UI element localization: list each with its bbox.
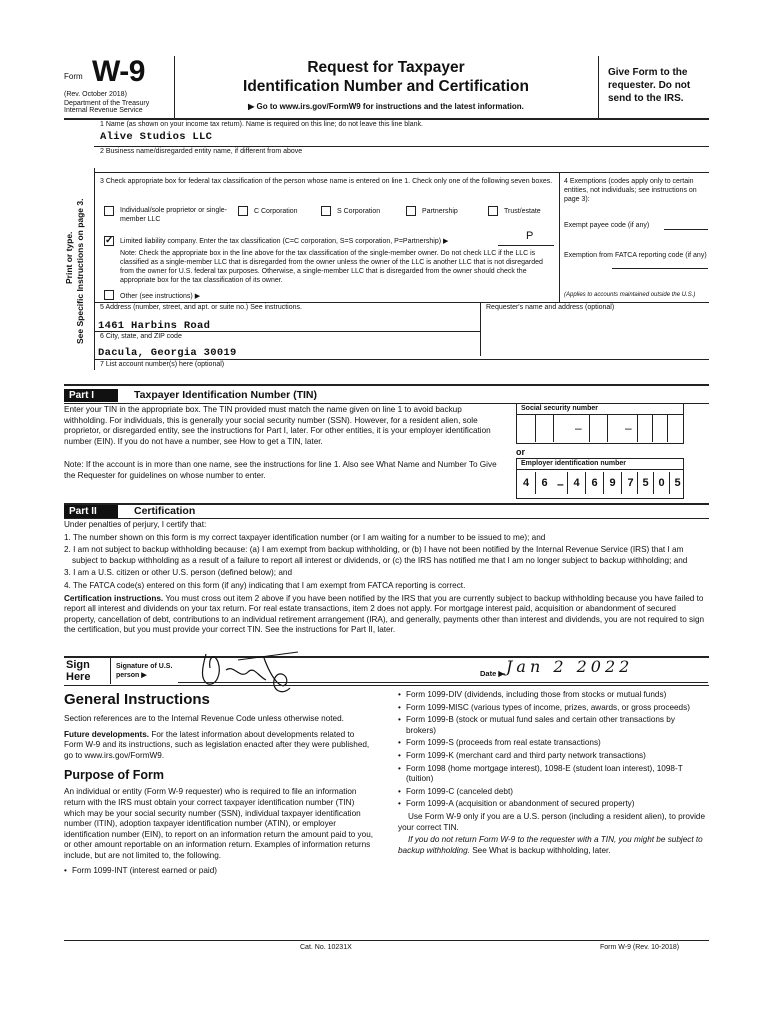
date-field[interactable]: Jan 2 2022 <box>506 657 634 676</box>
divider <box>553 414 554 442</box>
signature-field[interactable] <box>178 640 478 684</box>
ein-digit: 5 <box>669 472 685 494</box>
bullet-1099-misc: • Form 1099-MISC (various types of income, prizes, awards, or gross proceeds) <box>398 703 706 714</box>
bullet-1099-div: • Form 1099-DIV (dividends, including those from stocks or mutual funds) <box>398 690 706 701</box>
ein-digit: 6 <box>585 472 603 494</box>
side-label-divider <box>94 168 95 370</box>
cert-intro: Under penalties of perjury, I certify that: <box>64 520 207 529</box>
rule <box>94 172 709 173</box>
divider <box>589 414 590 442</box>
divider <box>607 414 608 442</box>
side-label <box>64 114 86 344</box>
part2-badge: Part II <box>64 505 118 518</box>
checkbox-c-corporation[interactable] <box>238 206 248 216</box>
line1-name-field[interactable]: Alive Studios LLC <box>100 131 213 143</box>
rule <box>64 685 709 686</box>
exempt-payee-label: Exempt payee code (if any) <box>564 222 650 229</box>
form-title-block <box>176 58 596 111</box>
part1-note: Note: If the account is in more than one name, see the instructions for line 1. Also see What Name and Number To Give the Requester for guidelines on whose number to enter. <box>64 460 497 480</box>
cert-item2: 2. I am not subject to backup withholding because: (a) I am exempt from backup withholding, or (b) I have not been notified by the Internal Revenue Service (IRS) that I am subject to backup withholding as a result of a failure to report all interest or dividends, or (c) the IRS has notified me that I am no longer subject to backup withholding; and <box>64 545 688 565</box>
date-label: Date ▶ <box>480 669 505 678</box>
ssn-dash: – <box>625 421 632 435</box>
llc-note: Note: Check the appropriate box in the line above for the tax classification of the single-member owner. Do not check LLC if the LLC is classified as a single-member LLC that is disregarded from the owner unless the owner of the LLC is another LLC that is not disregarded from the owner for U.S. federal tax purposes. Otherwise, a single-member LLC that is disregarded from the owner should check the appropriate box for the tax classification of its owner. <box>120 250 543 284</box>
line3-label: 3 Check appropriate box for federal tax classification of the person whose name is entered on line 1. Check only one of the following seven boxes. <box>100 178 553 185</box>
ein-label: Employer identification number <box>516 458 684 470</box>
divider <box>667 414 668 442</box>
future-developments-bold: Future developments. <box>64 729 150 739</box>
print-or-type: Print or type. <box>64 231 74 284</box>
rule <box>498 245 554 246</box>
or-label: or <box>516 447 525 457</box>
form-title-line1: Request for Taxpayer <box>307 59 465 76</box>
form-number: W-9 <box>92 55 145 88</box>
ssn-label: Social security number <box>516 403 684 415</box>
fatca-applies-note: (Applies to accounts maintained outside the U.S.) <box>564 292 696 298</box>
llc-classification-field[interactable]: P <box>526 230 534 242</box>
part2-title: Certification <box>134 505 196 517</box>
purpose-text: An individual or entity (Form W-9 requester) who is required to file an information return with the IRS must obtain your correct taxpayer identification number (TIN) which may be your social security number (SSN), individual taxpayer identification number (ITIN), adoption taxpayer identification number (ATIN), or employer identification number (EIN), to report on an information return the amount paid to you, or other amount reportable on an information return. Examples of information returns include, but are not limited to, the following. <box>64 787 374 860</box>
rule <box>64 940 709 941</box>
cert-instructions-text: You must cross out item 2 above if you have been notified by the IRS that you are currently subject to backup withholding because you have failed to report all interest and dividends on your tax return. For real estate transactions, item 2 does not apply. For mortgage interest paid, acquisition or abandonment of secured property, cancellation of debt, contributions to an individual retirement arrangement (IRA), and generally, payments other than interest and dividends, you are not required to sign the certification, but you must provide your correct TIN. See the instructions for Part II, later. <box>64 593 705 635</box>
ssn-field[interactable] <box>516 414 684 444</box>
signature-scribble <box>178 640 478 696</box>
backup-withholding-tail: See What is backup withholding, later. <box>472 845 611 855</box>
section-references: Section references are to the Internal Revenue Code unless otherwise noted. <box>64 714 344 723</box>
future-developments <box>64 730 374 762</box>
divider <box>652 414 653 442</box>
see-specific-instructions: See Specific Instructions on page 3. <box>75 198 85 344</box>
checkbox-llc[interactable]: ✓ <box>105 235 114 246</box>
line5-address-field[interactable]: 1461 Harbins Road <box>98 320 211 332</box>
cert-item3: 3. I am a U.S. citizen or other U.S. person (defined below); and <box>64 568 292 578</box>
cert-instructions-bold: Certification instructions. <box>64 593 164 603</box>
divider <box>535 414 536 442</box>
divider <box>637 414 638 442</box>
line2-label: 2 Business name/disregarded entity name, if different from above <box>100 148 303 155</box>
ein-digit: 7 <box>621 472 639 494</box>
backup-withholding-italic: If you do not return Form W-9 to the requester with a TIN, you might be subject to backup withholding. <box>398 835 703 855</box>
form-word: Form <box>64 72 83 81</box>
header-divider-right <box>598 56 599 118</box>
ein-digit: 0 <box>653 472 669 494</box>
label-partnership: Partnership <box>422 208 458 215</box>
part1-title: Taxpayer Identification Number (TIN) <box>134 389 317 401</box>
label-c-corporation: C Corporation <box>254 208 298 215</box>
requester-label: Requester's name and address (optional) <box>486 304 615 311</box>
general-instructions-title: General Instructions <box>64 691 210 708</box>
label-s-corporation: S Corporation <box>337 208 381 215</box>
catalog-number: Cat. No. 10231X <box>300 944 352 951</box>
checkbox-s-corporation[interactable] <box>321 206 331 216</box>
general-instructions-left <box>64 690 374 878</box>
ein-digit: 4 <box>567 472 585 494</box>
ein-digit: 5 <box>637 472 653 494</box>
checkbox-partnership[interactable] <box>406 206 416 216</box>
line5-label: 5 Address (number, street, and apt. or suite no.) See instructions. <box>100 304 302 311</box>
left-bullet: • Form 1099-INT (interest earned or paid) <box>64 866 374 877</box>
ein-digit: 6 <box>535 472 553 494</box>
line6-label: 6 City, state, and ZIP code <box>100 333 182 340</box>
rule <box>178 682 708 683</box>
signature-label: Signature of U.S. person ▶ <box>116 663 173 679</box>
backup-withholding-text <box>398 835 706 856</box>
part2-block <box>64 520 709 638</box>
ssn-dash: – <box>575 421 582 435</box>
cert-instructions <box>64 594 709 636</box>
fatca-field[interactable] <box>612 268 708 269</box>
part1-badge: Part I <box>64 389 118 402</box>
checkbox-other[interactable] <box>104 290 114 300</box>
line1-label: 1 Name (as shown on your income tax return). Name is required on this line; do not leave this line blank. <box>100 121 423 128</box>
footer-form-ref: Form W-9 (Rev. 10-2018) <box>600 944 680 951</box>
rule <box>64 384 709 386</box>
label-individual: Individual/sole proprietor or single-member LLC <box>120 207 227 223</box>
bullet-1099-k: • Form 1099-K (merchant card and third party network transactions) <box>398 751 706 762</box>
label-other: Other (see instructions) ▶ <box>120 293 201 300</box>
bullet-1099-a: • Form 1099-A (acquisition or abandonment of secured property) <box>398 799 706 810</box>
bullet-1099-s: • Form 1099-S (proceeds from real estate transactions) <box>398 738 706 749</box>
checkbox-trust-estate[interactable] <box>488 206 498 216</box>
goto-instructions: ▶ Go to www.irs.gov/FormW9 for instructions and the latest information. <box>248 102 524 111</box>
revision-date: (Rev. October 2018) <box>64 91 127 98</box>
sign-here-label: Sign Here <box>66 659 91 683</box>
use-form-text: Use Form W-9 only if you are a U.S. person (including a resident alien), to provide your correct TIN. <box>398 811 706 832</box>
line4-label: 4 Exemptions (codes apply only to certain entities, not individuals; see instructions on page 3): <box>564 178 697 203</box>
label-trust-estate: Trust/estate <box>504 208 541 215</box>
line6-city-field[interactable]: Dacula, Georgia 30019 <box>98 347 237 359</box>
ein-digit: 4 <box>522 477 530 489</box>
ein-field[interactable] <box>516 469 684 499</box>
future-developments-text: For the latest information about developments related to Form W-9 and its instructions, such as legislation enacted after they were published, go to www.irs.gov/FormW9. <box>64 729 370 760</box>
line4-divider <box>559 172 560 302</box>
checkbox-individual[interactable] <box>104 206 114 216</box>
bullet-1099-c: • Form 1099-C (canceled debt) <box>398 787 706 798</box>
divider <box>110 656 111 684</box>
header-divider-left <box>174 56 175 118</box>
cert-item4: 4. The FATCA code(s) entered on this form (if any) indicating that I am exempt from FATCA reporting is correct. <box>64 580 466 590</box>
bullet-1099-b: • Form 1099-B (stock or mutual fund sales and certain other transactions by brokers) <box>398 715 706 736</box>
irs-name: Internal Revenue Service <box>64 107 143 114</box>
rule <box>64 518 709 519</box>
general-instructions-right <box>398 690 706 858</box>
exempt-payee-field[interactable] <box>664 229 708 230</box>
label-llc: Limited liability company. Enter the tax classification (C=C corporation, S=S corporation, P=Partnership) ▶ <box>120 238 449 245</box>
bullet-1098: • Form 1098 (home mortgage interest), 1098-E (student loan interest), 1098-T (tuition) <box>398 764 706 785</box>
department: Department of the Treasury <box>64 100 150 107</box>
cert-item1: 1. The number shown on this form is my correct taxpayer identification number (or I am waiting for a number to be issued to me); and <box>64 532 546 542</box>
fatca-label: Exemption from FATCA reporting code (if any) <box>564 252 707 259</box>
ein-digit: 9 <box>603 472 621 494</box>
give-form-note: Give Form to the requester. Do not send to the IRS. <box>608 67 691 104</box>
ein-dash: – <box>557 477 564 491</box>
form-title-line2: Identification Number and Certification <box>243 78 529 95</box>
part1-text: Enter your TIN in the appropriate box. The TIN provided must match the name given on line 1 to avoid backup withholding. For individuals, this is generally your social security number (SSN). However, for a resident alien, sole proprietor, or disregarded entity, see the instructions for Part I, later. For other entities, it is your employer identification number (EIN). If you do not have a number, see How to get a TIN, later. <box>64 405 491 446</box>
requester-divider <box>480 302 481 356</box>
line7-label: 7 List account number(s) here (optional) <box>100 361 225 368</box>
purpose-title: Purpose of Form <box>64 768 165 783</box>
